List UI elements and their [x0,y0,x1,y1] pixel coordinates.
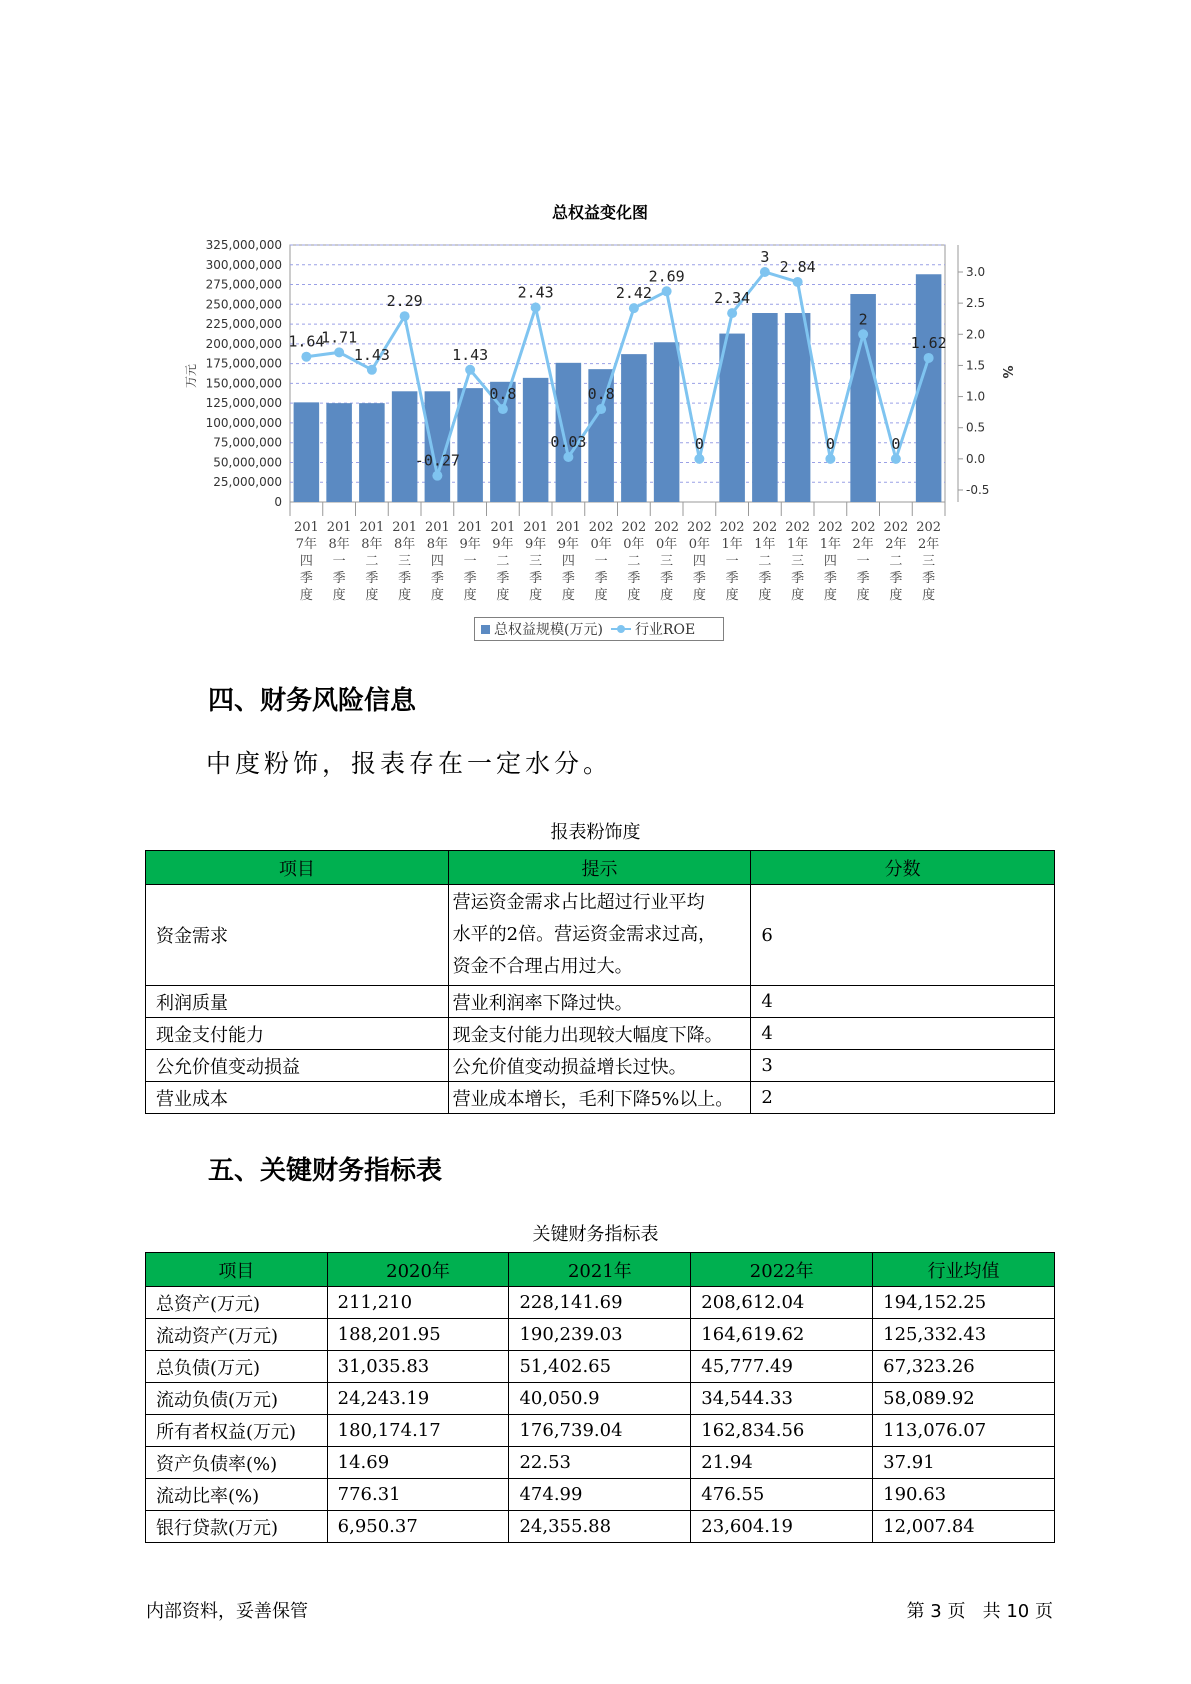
table-row [146,1479,1055,1511]
roe-data-label: 2.34 [714,289,751,308]
chart-bar [359,403,385,502]
x-tick-label: 季 [922,571,936,586]
x-tick-label: 季 [398,571,412,586]
x-tick-label: 二 [758,554,772,569]
x-tick-label: 8年 [361,537,383,552]
indicator-value: 776.31 [327,1479,509,1511]
legend-line-swatch [611,628,631,630]
x-tick-label: 202 [916,520,942,535]
indicator-value: 40,050.9 [509,1383,691,1415]
y-tick-label: 50,000,000 [213,455,282,470]
x-tick-label: 202 [654,520,680,535]
x-tick-label: 季 [430,571,444,586]
y-tick-label: 325,000,000 [205,238,282,252]
indicator-value: 23,604.19 [691,1511,873,1543]
x-tick-label: 三 [791,554,805,569]
indicator-value: 180,174.17 [327,1415,509,1447]
x-tick-label: 202 [785,520,811,535]
risk-item: 营业成本 [146,1082,449,1114]
column-header: 2022年 [691,1253,873,1287]
x-tick-label: 度 [627,588,641,603]
x-tick-label: 201 [523,520,549,535]
x-tick-label: 四 [823,554,837,569]
indicator-value: 208,612.04 [691,1287,873,1319]
table-row [146,1351,1055,1383]
indicator-name: 所有者权益(万元) [146,1415,328,1447]
roe-point [498,404,508,414]
indicator-value: 228,141.69 [509,1287,691,1319]
x-tick-label: 度 [332,588,346,603]
roe-data-label: 2.69 [648,267,685,286]
x-tick-label: 二 [627,554,641,569]
section4-paragraph: 中度粉饰，报表存在一定水分。 [206,749,613,778]
indicator-value: 164,619.62 [691,1319,873,1351]
column-header: 项目 [146,851,449,885]
indicator-value: 190.63 [873,1479,1055,1511]
column-header: 2021年 [509,1253,691,1287]
chart-bar [392,391,418,502]
x-tick-label: 一 [463,554,477,569]
indicator-value: 45,777.49 [691,1351,873,1383]
roe-point [727,308,737,318]
roe-point [662,286,672,296]
y2-tick-label: 3.0 [966,265,986,279]
x-tick-label: 一 [594,554,608,569]
indicator-value: 211,210 [327,1287,509,1319]
indicator-name: 资产负债率(%) [146,1447,328,1479]
y2-tick-label: 2.5 [966,296,986,311]
y2-tick-label: 1.5 [966,358,986,373]
roe-point [825,454,835,464]
roe-point [858,329,868,339]
financial-indicators-table [145,1252,1055,1543]
y-tick-label: 75,000,000 [213,435,282,450]
indicator-value: 188,201.95 [327,1319,509,1351]
roe-data-label: 1.62 [910,333,947,352]
x-tick-label: 一 [856,554,870,569]
x-tick-label: 202 [883,520,909,535]
fin-table-caption: 关键财务指标表 [532,1224,659,1245]
section4-heading: 四、财务风险信息 [208,686,417,716]
x-tick-label: 二 [365,554,379,569]
risk-score: 6 [751,885,1055,986]
x-tick-label: 季 [856,571,870,586]
equity-chart [0,0,1191,660]
x-tick-label: 季 [889,571,903,586]
column-header: 2020年 [327,1253,509,1287]
indicator-name: 流动负债(万元) [146,1383,328,1415]
table-row [146,1287,1055,1319]
x-tick-label: 季 [660,571,674,586]
roe-data-label: 2.29 [386,292,423,311]
x-tick-label: 0年 [655,537,678,552]
risk-tip-line: 水平的2倍。营运资金需求过高， [452,924,717,945]
indicator-value: 67,323.26 [873,1351,1055,1383]
column-header: 项目 [146,1253,328,1287]
x-tick-label: 四 [561,554,575,569]
x-tick-label: 度 [692,588,706,603]
roe-point [694,454,704,464]
x-tick-label: 202 [850,520,876,535]
chart-bar [752,313,778,502]
y-tick-label: 25,000,000 [213,475,282,490]
x-tick-label: 季 [692,571,706,586]
chart-bar [457,388,483,502]
indicator-name: 总负债(万元) [146,1351,328,1383]
x-tick-label: 201 [326,520,352,535]
x-tick-label: 201 [424,520,450,535]
x-tick-label: 度 [889,588,903,603]
indicator-value: 176,739.04 [509,1415,691,1447]
y2-tick-label: -0.5 [966,483,990,497]
x-tick-label: 季 [823,571,837,586]
x-tick-label: 三 [922,554,936,569]
roe-data-label: -0.27 [414,451,460,470]
risk-item: 资金需求 [146,885,449,986]
x-tick-label: 201 [293,520,319,535]
table-row [146,1082,1055,1114]
x-tick-label: 季 [725,571,739,586]
roe-point [301,352,311,362]
y2-tick-label: 2.0 [966,327,986,342]
x-tick-label: 8年 [328,537,350,552]
indicator-value: 6,950.37 [327,1511,509,1543]
x-tick-label: 202 [686,520,712,535]
indicator-value: 476.55 [691,1479,873,1511]
x-tick-label: 度 [496,588,510,603]
roe-point [891,454,901,464]
roe-point [629,303,639,313]
x-tick-label: 9年 [557,537,580,552]
y-tick-label: 250,000,000 [205,297,282,312]
column-header: 行业均值 [873,1253,1055,1287]
y-tick-label: 150,000,000 [205,376,282,391]
risk-item: 现金支付能力 [146,1018,449,1050]
table-row [146,1018,1055,1050]
indicator-value: 34,544.33 [691,1383,873,1415]
x-tick-label: 四 [430,554,444,569]
roe-data-label: 2.84 [779,257,816,276]
roe-point [367,365,377,375]
x-tick-label: 季 [791,571,805,586]
indicator-value: 22.53 [509,1447,691,1479]
column-header: 分数 [751,851,1055,885]
x-tick-label: 季 [496,571,510,586]
roe-data-label: 1.64 [288,332,325,351]
x-tick-label: 度 [594,588,608,603]
indicator-value: 190,239.03 [509,1319,691,1351]
x-tick-label: 季 [627,571,641,586]
roe-data-label: 2 [858,310,868,329]
y-tick-label: 200,000,000 [205,336,282,351]
x-tick-label: 度 [823,588,837,603]
y-tick-label: 175,000,000 [205,356,282,371]
risk-score: 2 [751,1082,1055,1114]
x-tick-label: 1年 [819,537,842,552]
y-tick-label: 225,000,000 [205,317,282,332]
chart-bar [621,354,647,502]
y-tick-label: 300,000,000 [205,257,282,272]
roe-data-label: 0 [694,434,704,453]
roe-data-label: 0.03 [550,432,587,451]
table-row [146,1447,1055,1479]
x-tick-label: 7年 [295,537,318,552]
x-tick-label: 度 [758,588,772,603]
indicator-value: 24,355.88 [509,1511,691,1543]
roe-data-label: 2.42 [615,284,652,303]
chart-bar [523,378,549,502]
table-row [146,1383,1055,1415]
x-tick-label: 度 [299,588,313,603]
roe-point [465,365,475,375]
indicator-value: 31,035.83 [327,1351,509,1383]
x-tick-label: 202 [621,520,647,535]
risk-score: 4 [751,1018,1055,1050]
x-tick-label: 度 [529,588,543,603]
chart-bar [294,402,320,502]
y2-tick-label: 1.0 [966,389,986,404]
x-tick-label: 201 [392,520,418,535]
roe-data-label: 1.43 [353,345,390,364]
y2-tick-label: 0.0 [966,451,986,466]
roe-point [793,277,803,287]
risk-item: 公允价值变动损益 [146,1050,449,1082]
risk-tip: 营业利润率下降过快。 [448,986,751,1018]
x-tick-label: 9年 [524,537,547,552]
x-tick-label: 三 [398,554,412,569]
x-tick-label: 202 [752,520,778,535]
legend-bar-swatch [481,625,490,634]
risk-table-caption: 报表粉饰度 [550,822,641,843]
risk-table-header-row [146,851,1055,885]
x-tick-label: 201 [555,520,581,535]
x-tick-label: 0年 [590,537,612,552]
x-tick-label: 202 [588,520,614,535]
x-tick-label: 二 [496,554,510,569]
x-tick-label: 三 [660,554,674,569]
table-row [146,986,1055,1018]
y-tick-label: 275,000,000 [205,277,282,292]
indicator-name: 总资产(万元) [146,1287,328,1319]
x-tick-label: 201 [457,520,483,535]
roe-data-label: 2.43 [517,283,554,302]
roe-point [596,404,606,414]
indicator-value: 113,076.07 [873,1415,1055,1447]
roe-data-label: 0.8 [489,385,517,404]
indicator-value: 37.91 [873,1447,1055,1479]
x-tick-label: 201 [359,520,385,535]
x-tick-label: 季 [529,571,543,586]
x-tick-label: 2年 [917,537,940,552]
x-tick-label: 度 [463,588,477,603]
legend-label-roe: 行业ROE [634,622,696,638]
x-tick-label: 度 [922,588,936,603]
x-tick-label: 0年 [688,537,711,552]
risk-score: 3 [751,1050,1055,1082]
y-tick-label: 0 [274,495,282,509]
roe-point [760,267,770,277]
x-tick-label: 季 [299,571,313,586]
chart-title: 总权益变化图 [551,203,648,222]
fin-table-header-row [146,1253,1055,1287]
x-tick-label: 度 [660,588,674,603]
x-tick-label: 季 [594,571,608,586]
risk-tip: 现金支付能力出现较大幅度下降。 [448,1018,751,1050]
x-tick-label: 8年 [393,537,416,552]
y-tick-label: 100,000,000 [205,415,282,430]
roe-data-label: 1.71 [321,328,358,347]
x-tick-label: 201 [490,520,516,535]
indicator-value: 21.94 [691,1447,873,1479]
chart-legend [474,617,724,641]
x-tick-label: 季 [561,571,575,586]
x-tick-label: 三 [529,554,543,569]
x-tick-label: 1年 [721,537,743,552]
risk-item: 利润质量 [146,986,449,1018]
roe-data-label: 1.43 [452,345,489,364]
indicator-value: 474.99 [509,1479,691,1511]
y-tick-label: 125,000,000 [205,396,282,411]
x-tick-label: 202 [719,520,745,535]
page-number: 第 3 页 共 10 页 [906,1601,1053,1622]
x-tick-label: 度 [398,588,412,603]
x-tick-label: 2年 [852,537,874,552]
indicator-value: 12,007.84 [873,1511,1055,1543]
x-tick-label: 度 [856,588,870,603]
section5-heading: 五、关键财务指标表 [208,1156,443,1186]
legend-item-roe [611,619,695,639]
x-tick-label: 季 [463,571,477,586]
x-tick-label: 一 [725,554,739,569]
table-row [146,885,1055,986]
indicator-value: 194,152.25 [873,1287,1055,1319]
roe-data-label: 0 [825,434,835,453]
indicator-value: 51,402.65 [509,1351,691,1383]
indicator-value: 14.69 [327,1447,509,1479]
indicator-name: 流动资产(万元) [146,1319,328,1351]
roe-point [432,471,442,481]
indicator-value: 58,089.92 [873,1383,1055,1415]
x-tick-label: 四 [299,554,313,569]
table-row [146,1050,1055,1082]
roe-data-label: 3 [760,248,770,266]
x-tick-label: 9年 [492,537,514,552]
risk-score: 4 [751,986,1055,1018]
x-tick-label: 2年 [885,537,907,552]
x-tick-label: 度 [725,588,739,603]
column-header: 提示 [448,851,751,885]
x-tick-label: 四 [692,554,706,569]
indicator-value: 125,332.43 [873,1319,1055,1351]
y-axis-label: 万元 [184,363,198,389]
roe-data-label: 0.8 [587,385,615,404]
x-tick-label: 度 [791,588,805,603]
x-tick-label: 1年 [786,537,809,552]
indicator-value: 24,243.19 [327,1383,509,1415]
risk-tip: 公允价值变动损益增长过快。 [448,1050,751,1082]
indicator-value: 162,834.56 [691,1415,873,1447]
x-tick-label: 0年 [623,537,645,552]
roe-data-label: 0 [891,434,901,453]
x-tick-label: 度 [561,588,575,603]
footer-note: 内部资料，妥善保管 [146,1601,308,1622]
y2-axis-label: % [999,365,1014,379]
roe-point [563,452,573,462]
x-tick-label: 202 [817,520,843,535]
risk-tip-line: 营运资金需求占比超过行业平均 [452,892,705,913]
legend-label-equity: 总权益规模(万元) [494,622,603,638]
x-tick-label: 8年 [426,537,449,552]
roe-point [400,311,410,321]
x-tick-label: 9年 [459,537,481,552]
x-tick-label: 季 [365,571,379,586]
indicator-name: 流动比率(%) [146,1479,328,1511]
risk-table [145,850,1055,1114]
roe-point [924,353,934,363]
risk-tip-line: 资金不合理占用过大。 [452,956,633,977]
chart-bar [326,403,352,502]
y2-tick-label: 0.5 [966,420,986,435]
roe-point [334,347,344,357]
table-row [146,1511,1055,1543]
table-row [146,1415,1055,1447]
x-tick-label: 季 [332,571,346,586]
x-tick-label: 二 [889,554,903,569]
risk-tip [448,885,751,986]
x-tick-label: 度 [365,588,379,603]
x-tick-label: 1年 [754,537,776,552]
table-row [146,1319,1055,1351]
x-tick-label: 季 [758,571,772,586]
indicator-name: 银行贷款(万元) [146,1511,328,1543]
chart-bar [785,313,811,502]
legend-item-equity [481,619,603,639]
chart-bar [654,342,680,502]
x-tick-label: 一 [332,554,346,569]
x-tick-label: 度 [430,588,444,603]
roe-point [531,303,541,313]
risk-tip: 营业成本增长，毛利下降5%以上。 [448,1082,751,1114]
